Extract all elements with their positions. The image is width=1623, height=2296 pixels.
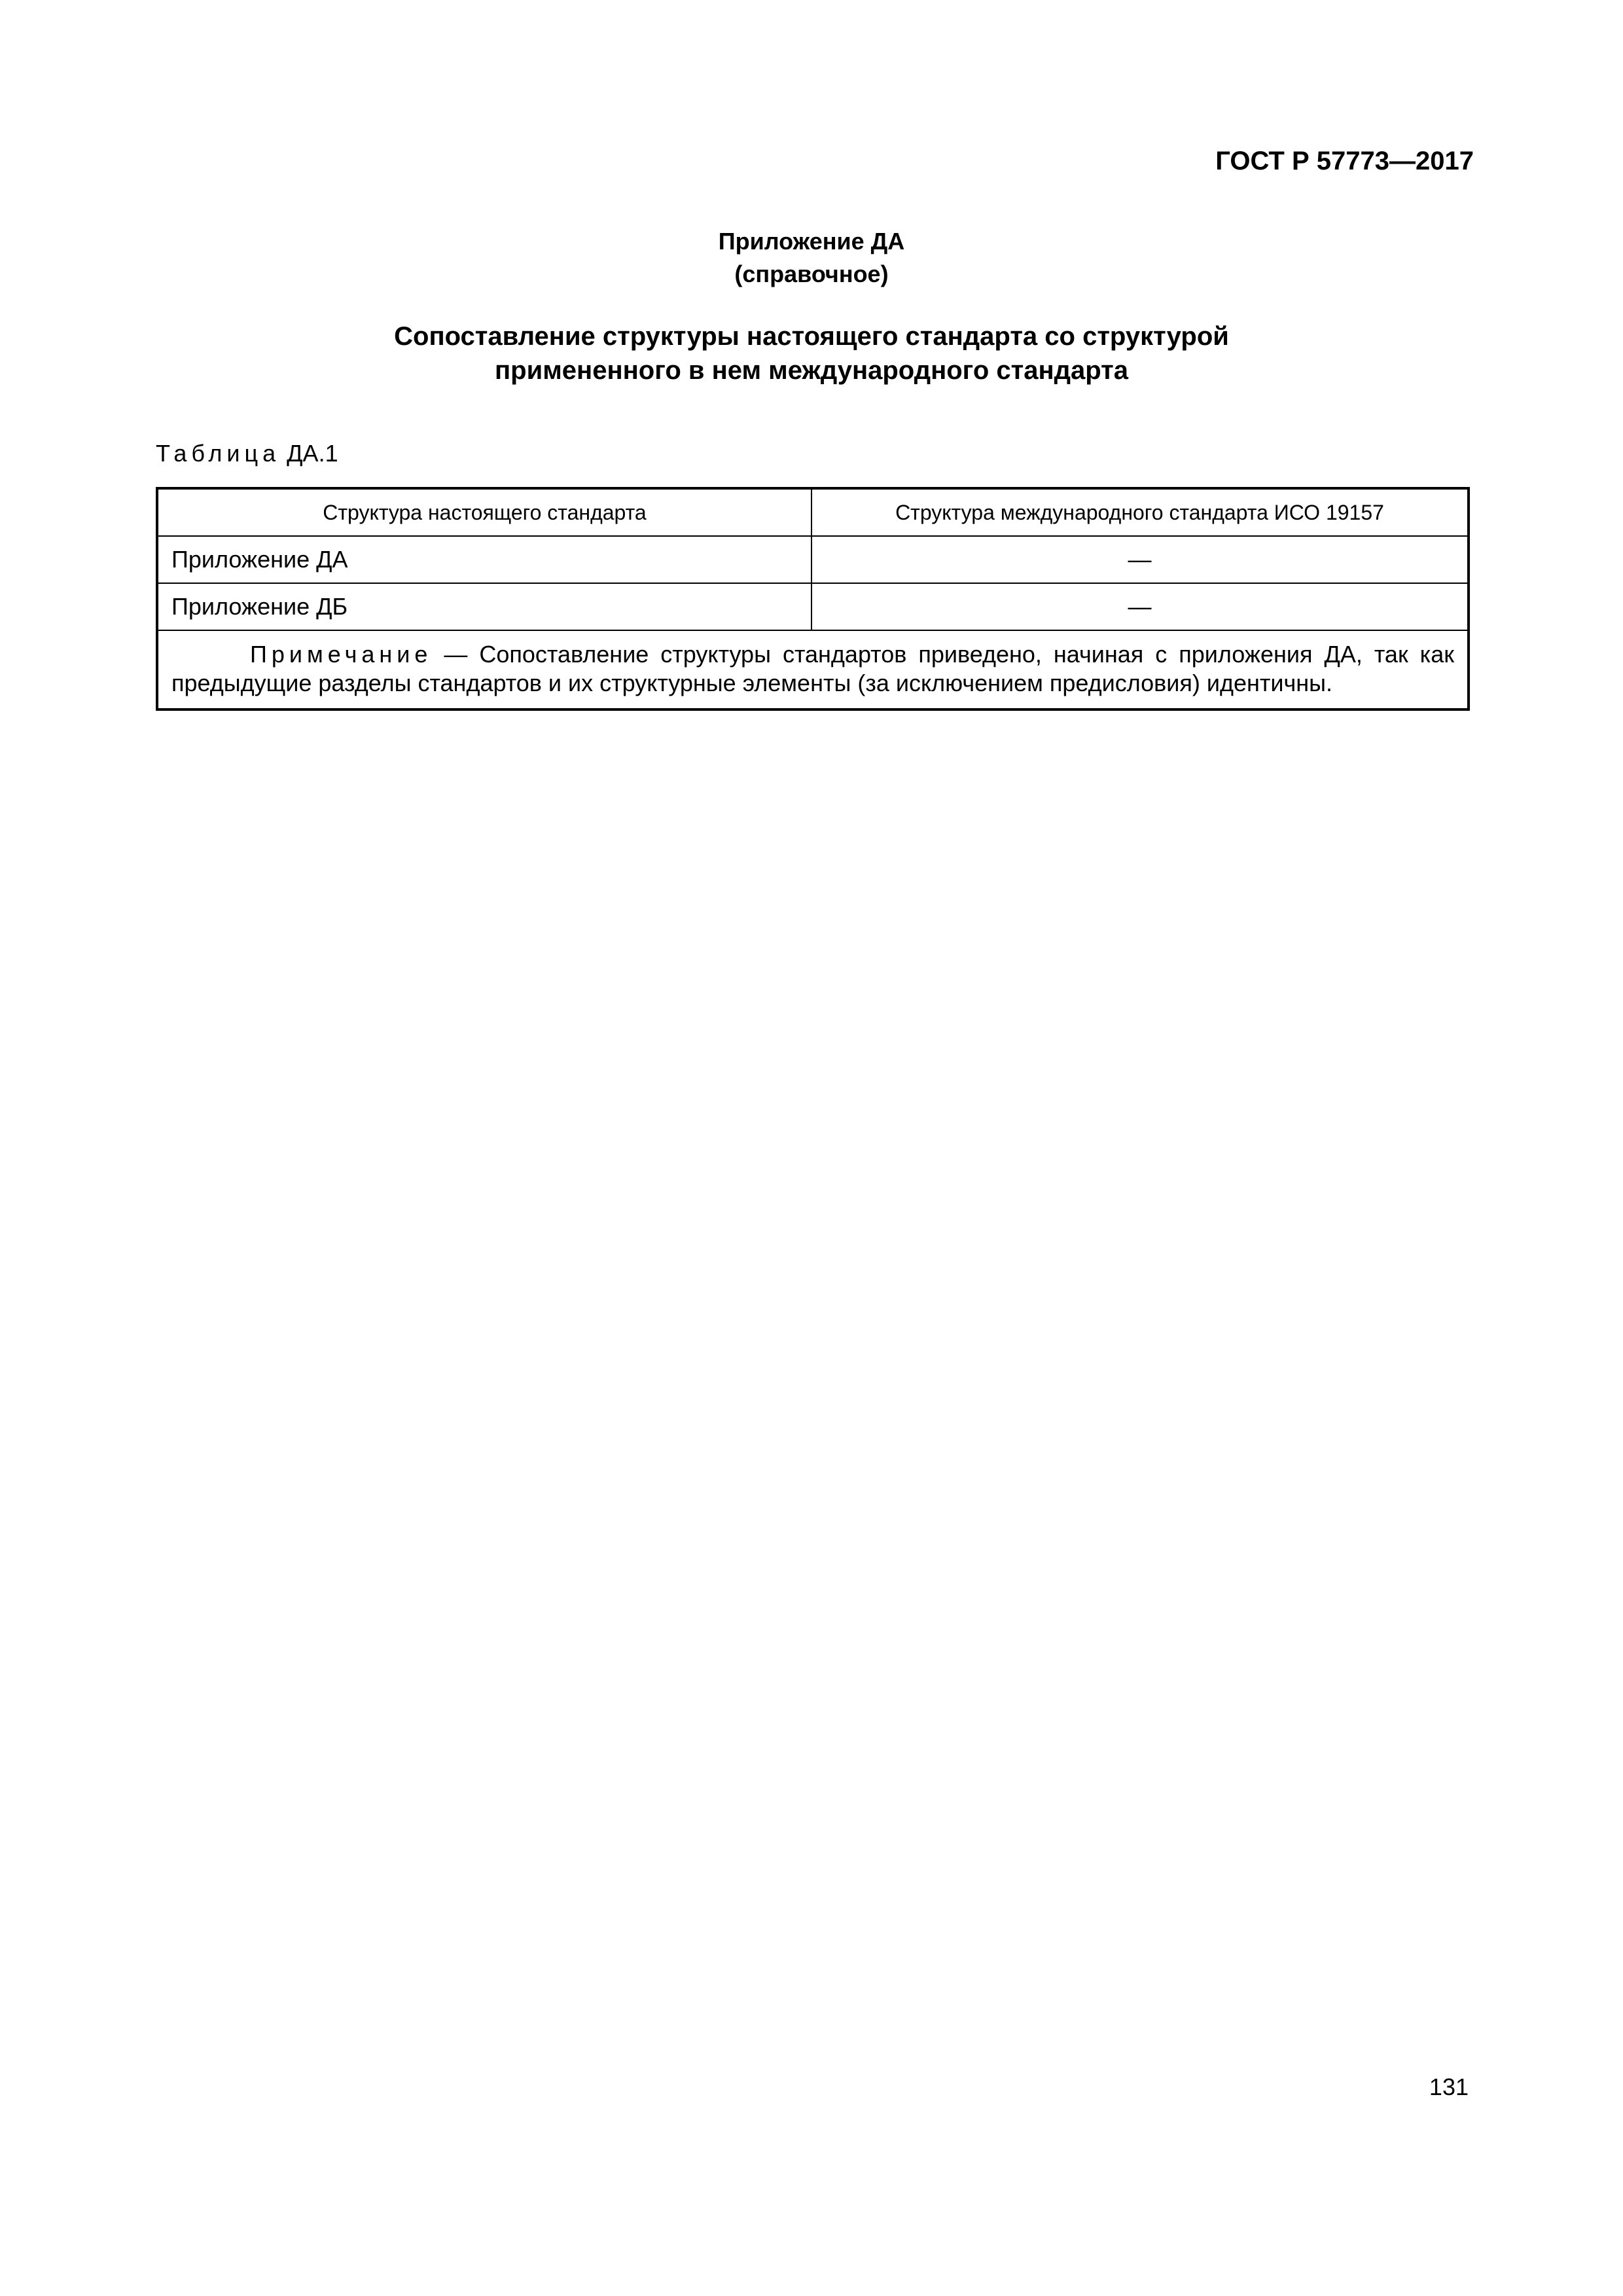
page-number: 131 [1429, 2073, 1469, 2100]
table-cell: Приложение ДБ [157, 583, 812, 630]
table-cell: Приложение ДА [157, 536, 812, 583]
appendix-heading [0, 225, 1623, 291]
table-cell: — [812, 583, 1469, 630]
title-line-2: примененного в нем международного стандарта [495, 356, 1128, 385]
appendix-label: Приложение ДА [718, 228, 905, 255]
table-header-cell: Структура международного стандарта ИСО 19157 [812, 488, 1469, 536]
table-note-row [157, 630, 1469, 709]
appendix-type: (справочное) [734, 260, 889, 287]
table-caption [156, 440, 338, 467]
document-code: ГОСТ Р 57773—2017 [1215, 147, 1474, 175]
table-row [157, 536, 1469, 583]
note-text: — Сопоставление структуры стандартов приведено, начиная с приложения ДА, так как предыдущие разделы стандартов и их структурные элементы (за исключением предисловия) идентичны. [171, 641, 1454, 696]
table-caption-number: ДА.1 [287, 440, 338, 467]
table-header-cell: Структура настоящего стандарта [157, 488, 812, 536]
table-header-row [157, 488, 1469, 536]
table-note [157, 630, 1469, 709]
table-caption-label: Таблица [156, 440, 281, 467]
note-label: Примечание [250, 641, 433, 668]
table-cell: — [812, 536, 1469, 583]
page-title [0, 319, 1623, 387]
structure-comparison-table [156, 487, 1470, 711]
table-row [157, 583, 1469, 630]
title-line-1: Сопоставление структуры настоящего стандарта со структурой [394, 322, 1229, 351]
